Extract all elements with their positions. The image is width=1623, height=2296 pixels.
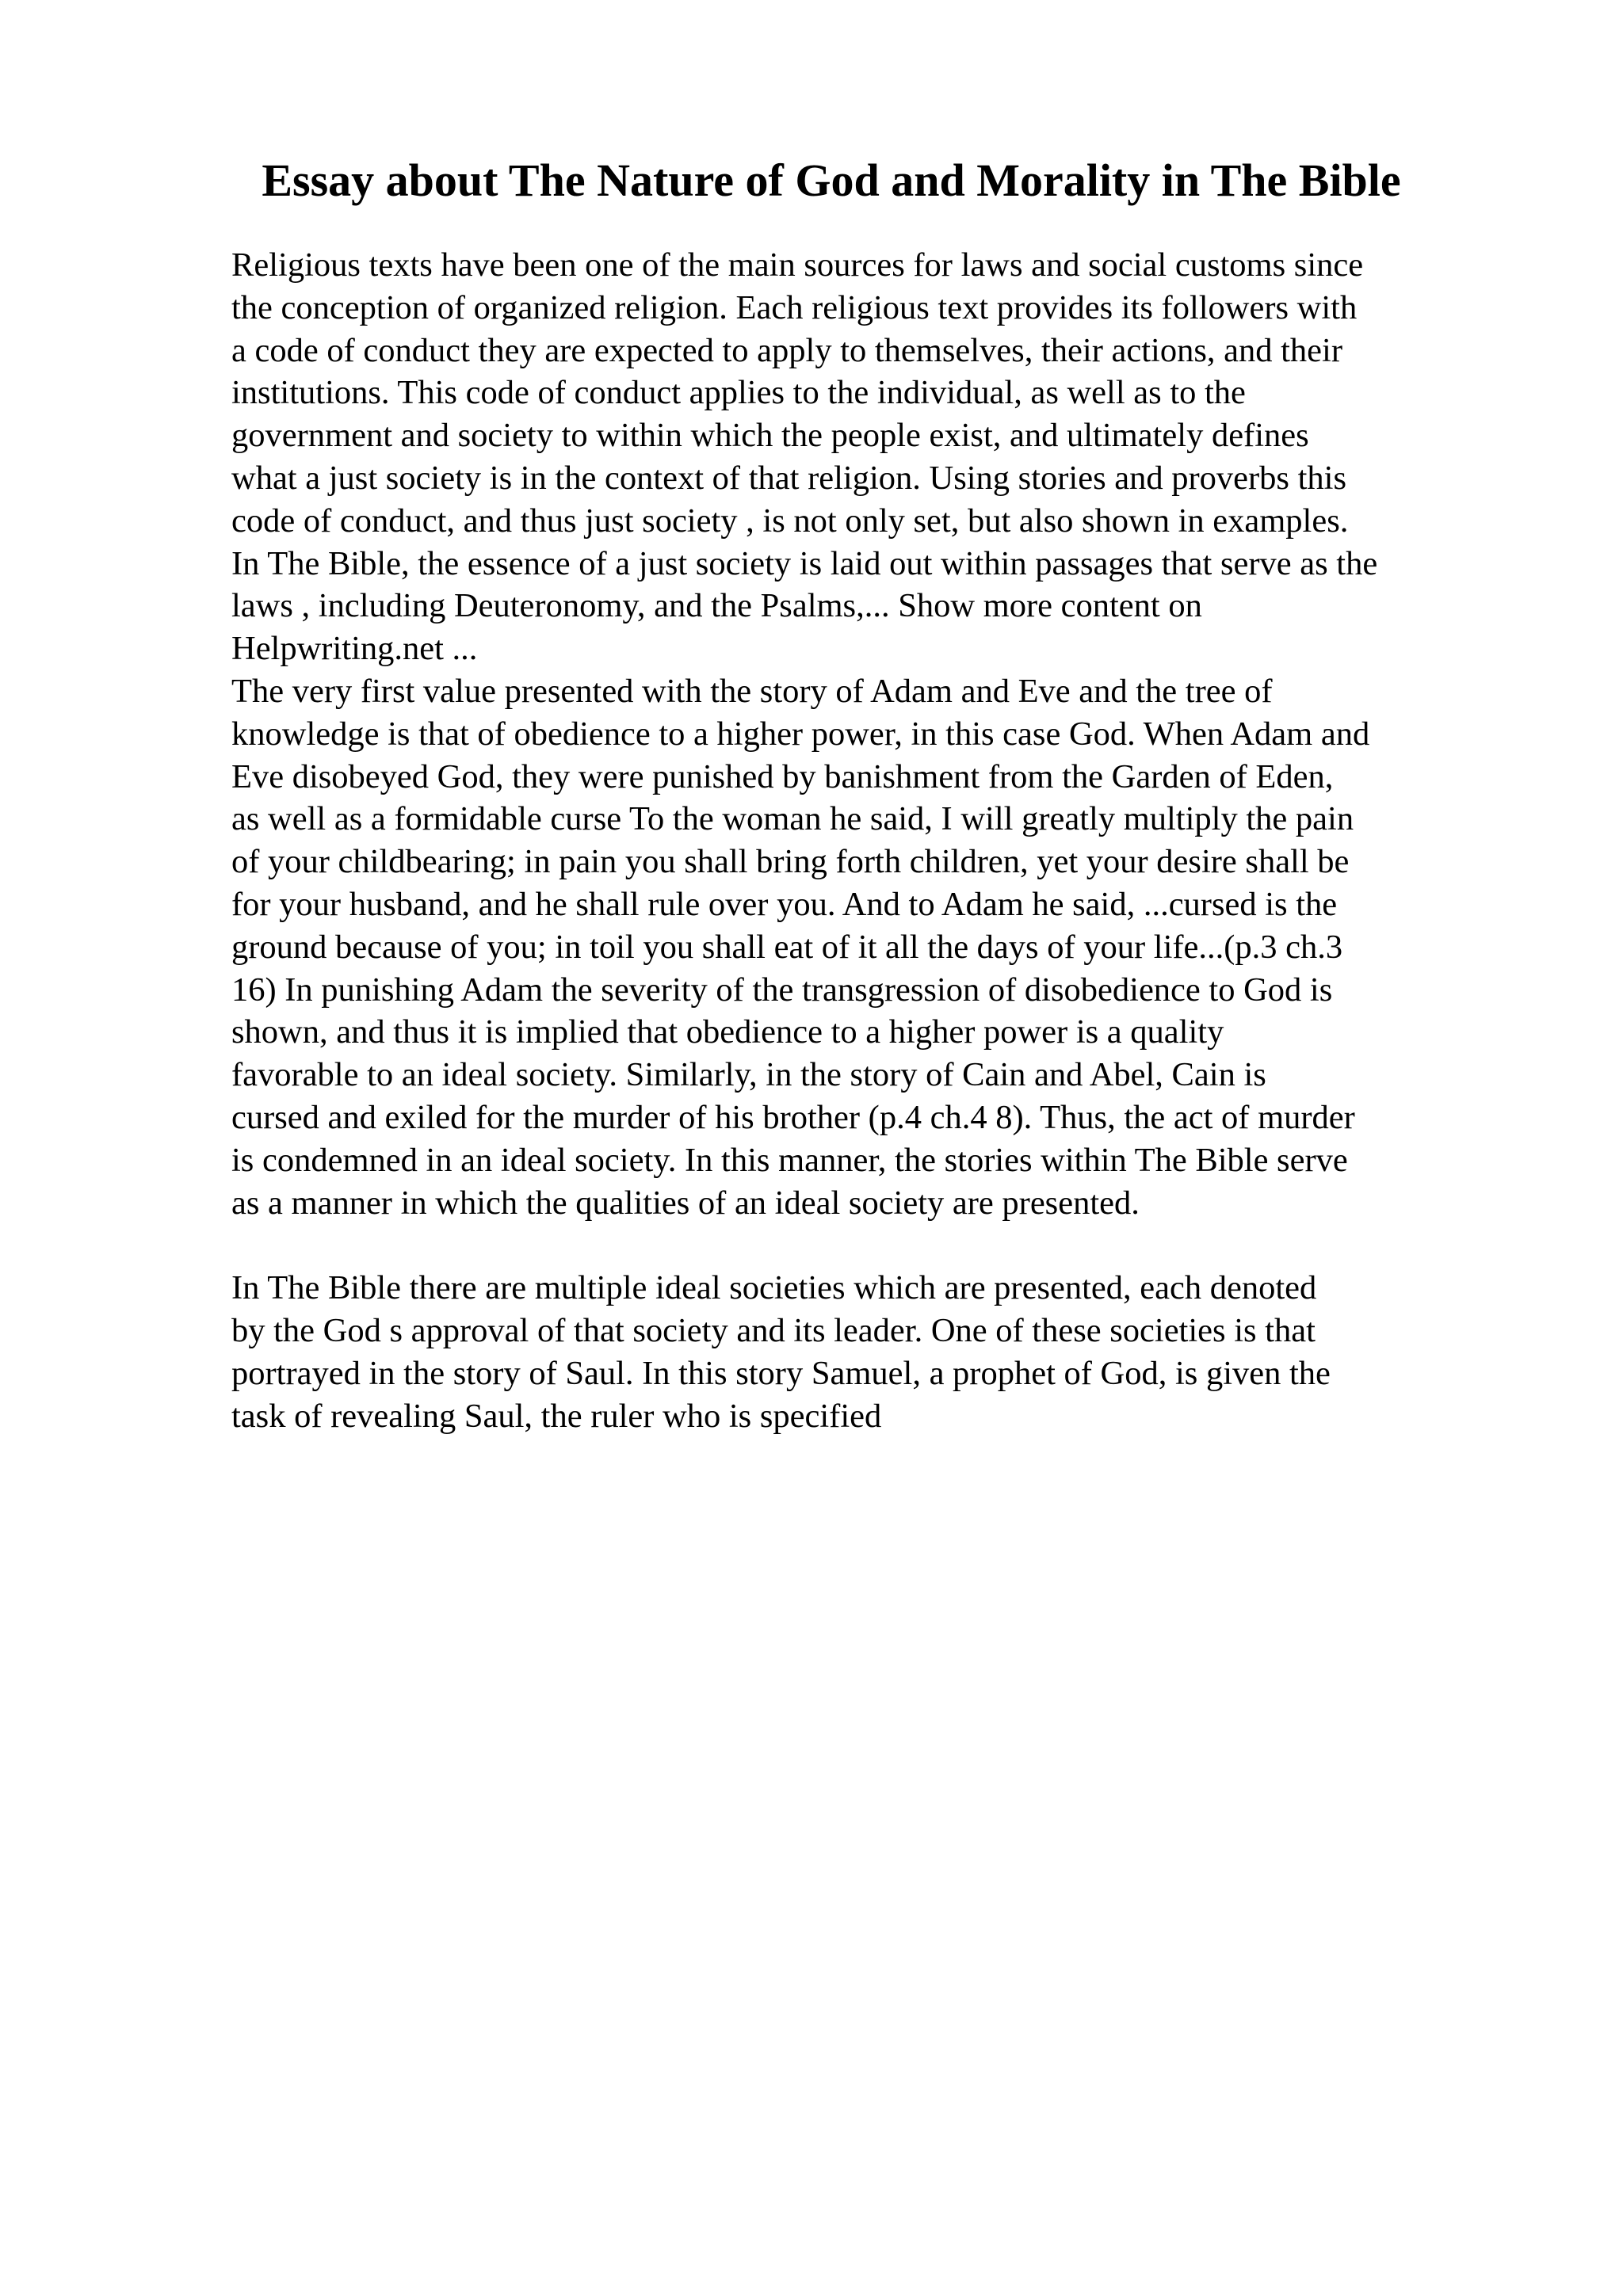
- document-body: [231, 244, 1515, 1437]
- text-line: The very first value presented with the story of Adam and Eve and the tree of: [231, 672, 1273, 710]
- text-line: as a manner in which the qualities of an ideal society are presented.: [231, 1184, 1140, 1222]
- text-line: Religious texts have been one of the main sources for laws and social customs since: [231, 246, 1364, 284]
- text-line: government and society to within which the people exist, and ultimately defines: [231, 417, 1309, 455]
- text-line: what a just society is in the context of that religion. Using stories and proverbs this: [231, 459, 1346, 497]
- text-line: laws , including Deuteronomy, and the Psalms,... Show more content on: [231, 587, 1202, 625]
- text-line: 16) In punishing Adam the severity of the transgression of disobedience to God is: [231, 971, 1333, 1009]
- text-line: institutions. This code of conduct applies to the individual, as well as to the: [231, 374, 1246, 412]
- text-line: is condemned in an ideal society. In this manner, the stories within The Bible serve: [231, 1141, 1348, 1179]
- paragraph-intro: [231, 244, 1515, 670]
- text-line: Helpwriting.net ...: [231, 630, 478, 668]
- text-line: as well as a formidable curse To the woman he said, I will greatly multiply the pain: [231, 800, 1354, 838]
- text-line: code of conduct, and thus just society , is not only set, but also shown in examples.: [231, 502, 1349, 540]
- text-line: portrayed in the story of Saul. In this story Samuel, a prophet of God, is given the: [231, 1354, 1331, 1392]
- text-line: In The Bible there are multiple ideal societies which are presented, each denoted: [231, 1269, 1317, 1307]
- paragraph-ideal-societies: [231, 1267, 1515, 1437]
- text-line: task of revealing Saul, the ruler who is specified: [231, 1397, 882, 1435]
- text-line: favorable to an ideal society. Similarly, in the story of Cain and Abel, Cain is: [231, 1056, 1266, 1094]
- text-line: In The Bible, the essence of a just society is laid out within passages that serve as the: [231, 544, 1378, 582]
- text-line: Eve disobeyed God, they were punished by banishment from the Garden of Eden,: [231, 757, 1334, 795]
- text-line: for your husband, and he shall rule over you. And to Adam he said, ...cursed is the: [231, 885, 1338, 923]
- paragraph-adam-and-eve: [231, 670, 1515, 1224]
- text-line: shown, and thus it is implied that obedience to a higher power is a quality: [231, 1013, 1224, 1051]
- paragraph-spacer: [231, 1224, 1515, 1267]
- text-line: ground because of you; in toil you shall eat of it all the days of your life...(p.3 ch.3: [231, 928, 1343, 966]
- text-line: knowledge is that of obedience to a higher power, in this case God. When Adam and: [231, 715, 1370, 753]
- text-line: of your childbearing; in pain you shall bring forth children, yet your desire shall be: [231, 843, 1350, 881]
- document-title: Essay about The Nature of God and Morality in The Bible: [262, 154, 1401, 206]
- text-line: cursed and exiled for the murder of his brother (p.4 ch.4 8). Thus, the act of murder: [231, 1098, 1355, 1136]
- text-line: the conception of organized religion. Each religious text provides its followers with: [231, 288, 1358, 326]
- text-line: by the God s approval of that society and its leader. One of these societies is that: [231, 1311, 1316, 1349]
- text-line: a code of conduct they are expected to apply to themselves, their actions, and their: [231, 331, 1342, 369]
